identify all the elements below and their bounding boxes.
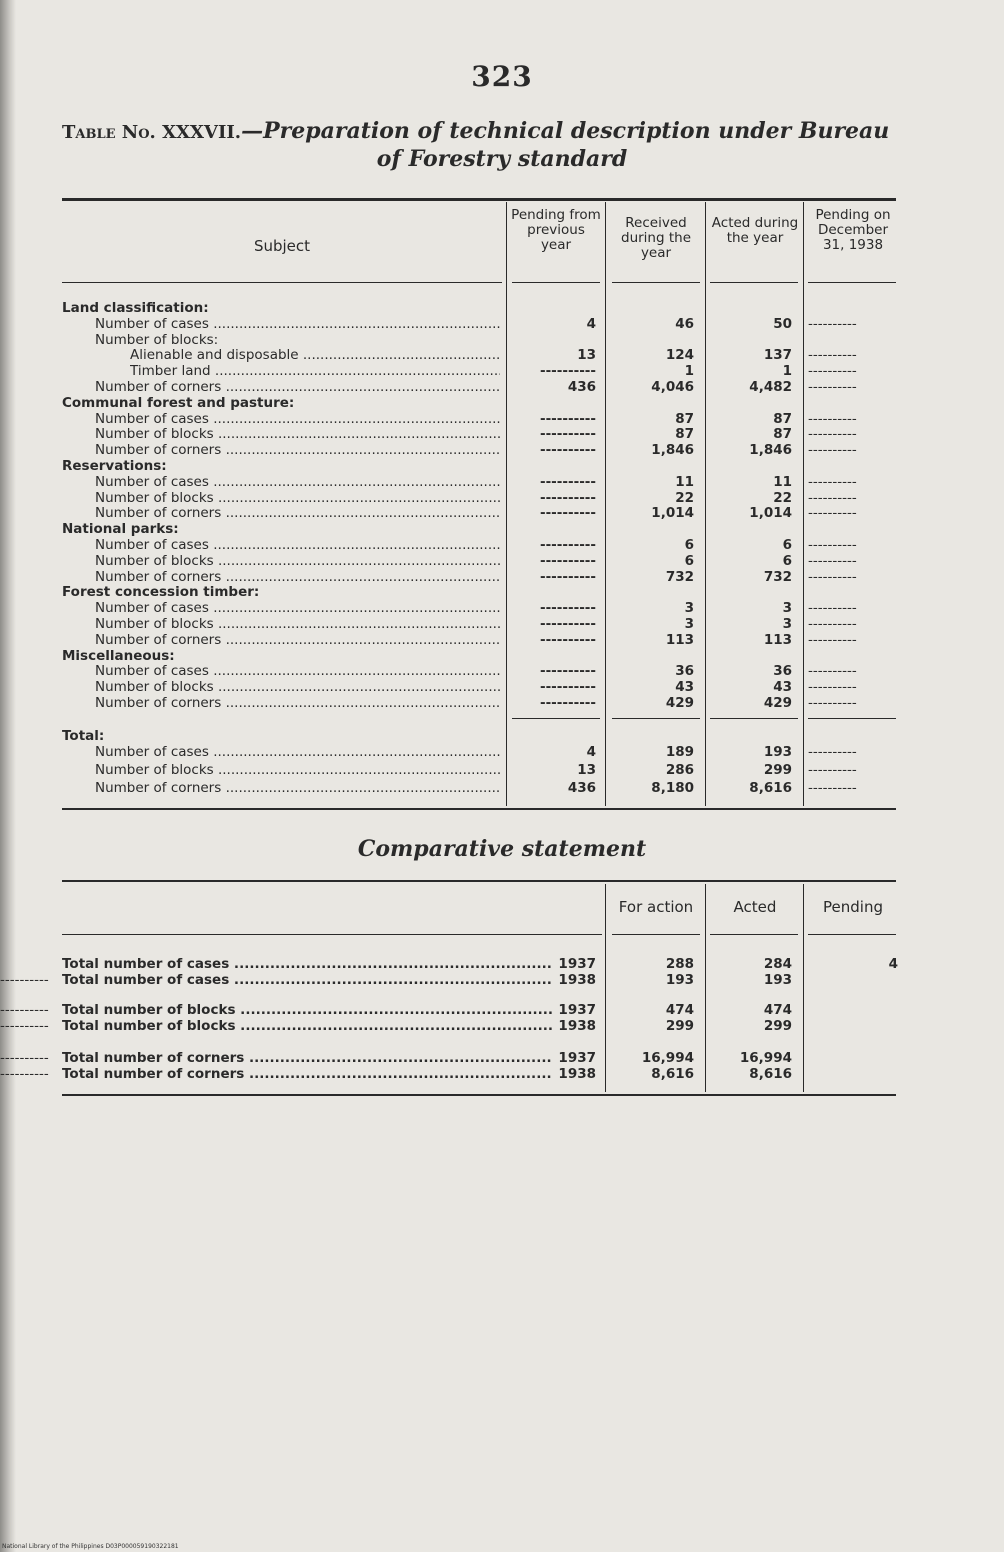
table-row bbox=[0, 663, 1004, 679]
cell-acted: 36 bbox=[773, 663, 792, 679]
cell-pending-from: ---------- bbox=[539, 679, 596, 695]
header-rule bbox=[808, 282, 896, 283]
cell-received: 87 bbox=[675, 411, 694, 427]
comparative-row bbox=[0, 956, 1004, 972]
cell-year: 1937 bbox=[558, 1050, 596, 1066]
row-label: Number of corners ..... bbox=[95, 569, 500, 585]
cell-acted: 6 bbox=[782, 537, 792, 553]
cell-for-action: 299 bbox=[665, 1018, 694, 1034]
cell-acted: 193 bbox=[763, 972, 792, 988]
cell-pending-on: ---------- bbox=[808, 679, 857, 695]
cell-for-action: 193 bbox=[665, 972, 694, 988]
cell-pending-on: ---------- bbox=[808, 600, 857, 616]
row-label: Timber land ..... bbox=[130, 363, 500, 379]
cell-received: 8,180 bbox=[651, 780, 694, 796]
row-label: Number of cases ..... bbox=[95, 474, 500, 490]
cell-pending-from: ---------- bbox=[539, 600, 596, 616]
cell-received: 1,846 bbox=[651, 442, 694, 458]
row-label: Number of blocks ..... bbox=[95, 426, 500, 442]
table-row bbox=[0, 458, 1004, 474]
total-label: Total: bbox=[62, 728, 105, 744]
cell-pending-on: ---------- bbox=[808, 663, 857, 679]
cell-acted: 429 bbox=[763, 695, 792, 711]
category-label: Reservations: bbox=[62, 458, 167, 474]
row-label: Number of corners ..... bbox=[95, 505, 500, 521]
total-label-row bbox=[0, 728, 1004, 744]
cell-acted: 193 bbox=[763, 744, 792, 760]
cell-acted: 1,846 bbox=[749, 442, 792, 458]
cell-pending-from: ---------- bbox=[539, 553, 596, 569]
table-row bbox=[0, 521, 1004, 537]
cell-received: 46 bbox=[675, 316, 694, 332]
cell-pending: ---------- bbox=[0, 972, 49, 988]
cell-pending: ---------- bbox=[0, 1066, 49, 1082]
cell-year: 1938 bbox=[558, 972, 596, 988]
comparative-row bbox=[0, 972, 1004, 988]
cell-acted: 22 bbox=[773, 490, 792, 506]
cell-acted: 8,616 bbox=[749, 780, 792, 796]
header-rule bbox=[512, 282, 600, 283]
cell-acted: 4,482 bbox=[749, 379, 792, 395]
comparative-header-for-action: For action bbox=[618, 898, 694, 916]
cell-acted: 284 bbox=[763, 956, 792, 972]
comparative-header-pending: Pending bbox=[823, 898, 883, 916]
cell-acted: 50 bbox=[773, 316, 792, 332]
cell-pending-from: ---------- bbox=[539, 695, 596, 711]
cell-pending: ---------- bbox=[0, 1002, 49, 1018]
cell-pending-on: ---------- bbox=[808, 505, 857, 521]
category-label: Miscellaneous: bbox=[62, 648, 175, 664]
cell-pending-from: 4 bbox=[586, 316, 596, 332]
category-label: Communal forest and pasture: bbox=[62, 395, 295, 411]
row-label: Total number of blocks ..... bbox=[62, 1002, 552, 1018]
cell-received: 4,046 bbox=[651, 379, 694, 395]
row-label: Number of blocks ..... bbox=[95, 490, 500, 506]
row-label: Number of corners ..... bbox=[95, 695, 500, 711]
cell-acted: 3 bbox=[782, 600, 792, 616]
comparative-row bbox=[0, 1018, 1004, 1034]
cell-pending-from: ---------- bbox=[539, 537, 596, 553]
header-subject: Subject bbox=[253, 237, 311, 255]
cell-pending-on: ---------- bbox=[808, 426, 857, 442]
table-row bbox=[0, 632, 1004, 648]
cell-acted: 1 bbox=[782, 363, 792, 379]
header-rule bbox=[710, 282, 798, 283]
cell-acted: 474 bbox=[763, 1002, 792, 1018]
header-acted: Acted during the year bbox=[711, 215, 799, 246]
comparative-top-rule bbox=[62, 880, 896, 882]
cell-pending-on: ---------- bbox=[808, 569, 857, 585]
row-label: Number of blocks ..... bbox=[95, 762, 500, 778]
cell-received: 1 bbox=[684, 363, 694, 379]
row-label: Total number of blocks ..... bbox=[62, 1018, 552, 1034]
table-row bbox=[0, 616, 1004, 632]
cell-pending-on: ---------- bbox=[808, 379, 857, 395]
row-label: Number of corners ..... bbox=[95, 780, 500, 796]
cell-for-action: 8,616 bbox=[651, 1066, 694, 1082]
cell-pending: 4 bbox=[888, 956, 898, 972]
table-row bbox=[0, 584, 1004, 600]
cell-acted: 8,616 bbox=[749, 1066, 792, 1082]
cell-received: 36 bbox=[675, 663, 694, 679]
cell-pending-on: ---------- bbox=[808, 474, 857, 490]
cell-pending-on: ---------- bbox=[808, 616, 857, 632]
row-label: Number of blocks ..... bbox=[95, 679, 500, 695]
table-title-text: —Preparation of technical description under Bureau bbox=[241, 118, 890, 144]
total-row bbox=[0, 762, 1004, 778]
cell-received: 6 bbox=[684, 553, 694, 569]
cell-received: 429 bbox=[665, 695, 694, 711]
cell-received: 11 bbox=[675, 474, 694, 490]
category-label: Land classification: bbox=[62, 300, 209, 316]
cell-pending-from: ---------- bbox=[539, 363, 596, 379]
cell-received: 87 bbox=[675, 426, 694, 442]
row-label: Number of corners ..... bbox=[95, 442, 500, 458]
cell-pending-from: ---------- bbox=[539, 426, 596, 442]
table-row bbox=[0, 363, 1004, 379]
cell-received: 732 bbox=[665, 569, 694, 585]
comparative-title: Comparative statement bbox=[357, 836, 647, 862]
table-top-rule bbox=[62, 198, 896, 201]
table-bottom-rule bbox=[62, 808, 896, 810]
row-label: Number of cases ..... bbox=[95, 411, 500, 427]
cell-pending-from: ---------- bbox=[539, 490, 596, 506]
total-rule bbox=[710, 718, 798, 719]
category-label: Forest concession timber: bbox=[62, 584, 260, 600]
table-row bbox=[0, 648, 1004, 664]
table-row bbox=[0, 600, 1004, 616]
comparative-bottom-rule bbox=[62, 1094, 896, 1096]
comparative-header-rule bbox=[612, 934, 700, 935]
row-label: Number of corners ..... bbox=[95, 379, 500, 395]
table-row bbox=[0, 395, 1004, 411]
table-row bbox=[0, 442, 1004, 458]
table-row bbox=[0, 569, 1004, 585]
cell-received: 113 bbox=[665, 632, 694, 648]
page-number: 323 bbox=[471, 60, 533, 93]
comparative-header-rule bbox=[710, 934, 798, 935]
row-label: Number of corners ..... bbox=[95, 632, 500, 648]
cell-year: 1937 bbox=[558, 1002, 596, 1018]
footer-credit: National Library of the Philippines D03P000059190322181 bbox=[2, 1543, 179, 1550]
cell-acted: 43 bbox=[773, 679, 792, 695]
cell-received: 1,014 bbox=[651, 505, 694, 521]
cell-pending-from: ---------- bbox=[539, 505, 596, 521]
comparative-row bbox=[0, 1002, 1004, 1018]
cell-pending-on: ---------- bbox=[808, 780, 857, 796]
row-label: Number of blocks ..... bbox=[95, 553, 500, 569]
cell-acted: 299 bbox=[763, 1018, 792, 1034]
table-row bbox=[0, 316, 1004, 332]
cell-pending: ---------- bbox=[0, 1050, 49, 1066]
row-label: Alienable and disposable ..... bbox=[130, 347, 500, 363]
cell-received: 3 bbox=[684, 600, 694, 616]
cell-pending-on: ---------- bbox=[808, 632, 857, 648]
cell-pending-on: ---------- bbox=[808, 442, 857, 458]
comparative-header-rule bbox=[808, 934, 896, 935]
category-label: National parks: bbox=[62, 521, 179, 537]
table-row bbox=[0, 347, 1004, 363]
cell-received: 124 bbox=[665, 347, 694, 363]
header-received: Received during the year bbox=[621, 215, 691, 261]
cell-pending-from: 436 bbox=[567, 379, 596, 395]
table-row bbox=[0, 474, 1004, 490]
table-label: Table No. XXXVII. bbox=[62, 122, 242, 143]
table-row bbox=[0, 695, 1004, 711]
table-row bbox=[0, 426, 1004, 442]
subcategory-label: Number of blocks: bbox=[95, 332, 219, 348]
table-row bbox=[0, 411, 1004, 427]
cell-pending-from: ---------- bbox=[539, 663, 596, 679]
comparative-header-rule bbox=[62, 934, 602, 935]
row-label: Number of cases ..... bbox=[95, 316, 500, 332]
cell-year: 1937 bbox=[558, 956, 596, 972]
cell-for-action: 288 bbox=[665, 956, 694, 972]
cell-acted: 732 bbox=[763, 569, 792, 585]
total-rule bbox=[612, 718, 700, 719]
row-label: Total number of cases ..... bbox=[62, 972, 552, 988]
cell-pending-from: ---------- bbox=[539, 569, 596, 585]
cell-acted: 16,994 bbox=[739, 1050, 792, 1066]
cell-received: 6 bbox=[684, 537, 694, 553]
cell-pending-from: ---------- bbox=[539, 442, 596, 458]
cell-received: 22 bbox=[675, 490, 694, 506]
cell-pending-from: 4 bbox=[586, 744, 596, 760]
table-title bbox=[62, 118, 889, 144]
total-row bbox=[0, 744, 1004, 760]
table-row bbox=[0, 679, 1004, 695]
cell-pending: ---------- bbox=[0, 1018, 49, 1034]
table-row bbox=[0, 537, 1004, 553]
cell-year: 1938 bbox=[558, 1018, 596, 1034]
table-row bbox=[0, 505, 1004, 521]
cell-for-action: 16,994 bbox=[641, 1050, 694, 1066]
cell-year: 1938 bbox=[558, 1066, 596, 1082]
row-label: Total number of corners ..... bbox=[62, 1066, 552, 1082]
row-label: Number of cases ..... bbox=[95, 537, 500, 553]
table-row bbox=[0, 490, 1004, 506]
cell-pending-on: ---------- bbox=[808, 537, 857, 553]
cell-acted: 11 bbox=[773, 474, 792, 490]
cell-pending-on: ---------- bbox=[808, 347, 857, 363]
cell-pending-on: ---------- bbox=[808, 363, 857, 379]
row-label: Number of cases ..... bbox=[95, 663, 500, 679]
header-rule bbox=[612, 282, 700, 283]
header-rule bbox=[62, 282, 502, 283]
cell-pending-on: ---------- bbox=[808, 553, 857, 569]
cell-pending-from: ---------- bbox=[539, 474, 596, 490]
cell-pending-from: 13 bbox=[577, 762, 596, 778]
cell-received: 189 bbox=[665, 744, 694, 760]
cell-pending-on: ---------- bbox=[808, 411, 857, 427]
table-title-line2: of Forestry standard bbox=[376, 146, 628, 172]
cell-received: 43 bbox=[675, 679, 694, 695]
cell-acted: 1,014 bbox=[749, 505, 792, 521]
cell-acted: 3 bbox=[782, 616, 792, 632]
header-pending-from: Pending from previous year bbox=[511, 207, 601, 253]
cell-pending-from: ---------- bbox=[539, 616, 596, 632]
table-row bbox=[0, 300, 1004, 316]
cell-pending-on: ---------- bbox=[808, 490, 857, 506]
row-label: Total number of cases ..... bbox=[62, 956, 552, 972]
cell-for-action: 474 bbox=[665, 1002, 694, 1018]
total-row bbox=[0, 780, 1004, 796]
row-label: Number of cases ..... bbox=[95, 744, 500, 760]
table-row bbox=[0, 553, 1004, 569]
cell-pending-from: ---------- bbox=[539, 632, 596, 648]
row-label: Total number of corners ..... bbox=[62, 1050, 552, 1066]
comparative-row bbox=[0, 1050, 1004, 1066]
cell-acted: 87 bbox=[773, 411, 792, 427]
row-label: Number of cases ..... bbox=[95, 600, 500, 616]
comparative-row bbox=[0, 1066, 1004, 1082]
header-pending-on: Pending on December 31, 1938 bbox=[815, 207, 891, 253]
cell-pending-from: 13 bbox=[577, 347, 596, 363]
table-row bbox=[0, 332, 1004, 348]
cell-acted: 6 bbox=[782, 553, 792, 569]
row-label: Number of blocks ..... bbox=[95, 616, 500, 632]
cell-pending-on: ---------- bbox=[808, 744, 857, 760]
cell-acted: 137 bbox=[763, 347, 792, 363]
cell-acted: 299 bbox=[763, 762, 792, 778]
table-row bbox=[0, 379, 1004, 395]
cell-pending-from: ---------- bbox=[539, 411, 596, 427]
cell-received: 286 bbox=[665, 762, 694, 778]
cell-pending-on: ---------- bbox=[808, 695, 857, 711]
cell-received: 3 bbox=[684, 616, 694, 632]
total-rule bbox=[512, 718, 600, 719]
cell-pending-on: ---------- bbox=[808, 316, 857, 332]
cell-acted: 87 bbox=[773, 426, 792, 442]
cell-pending-on: ---------- bbox=[808, 762, 857, 778]
cell-acted: 113 bbox=[763, 632, 792, 648]
comparative-header-acted: Acted bbox=[733, 898, 777, 916]
cell-pending-from: 436 bbox=[567, 780, 596, 796]
total-rule bbox=[808, 718, 896, 719]
